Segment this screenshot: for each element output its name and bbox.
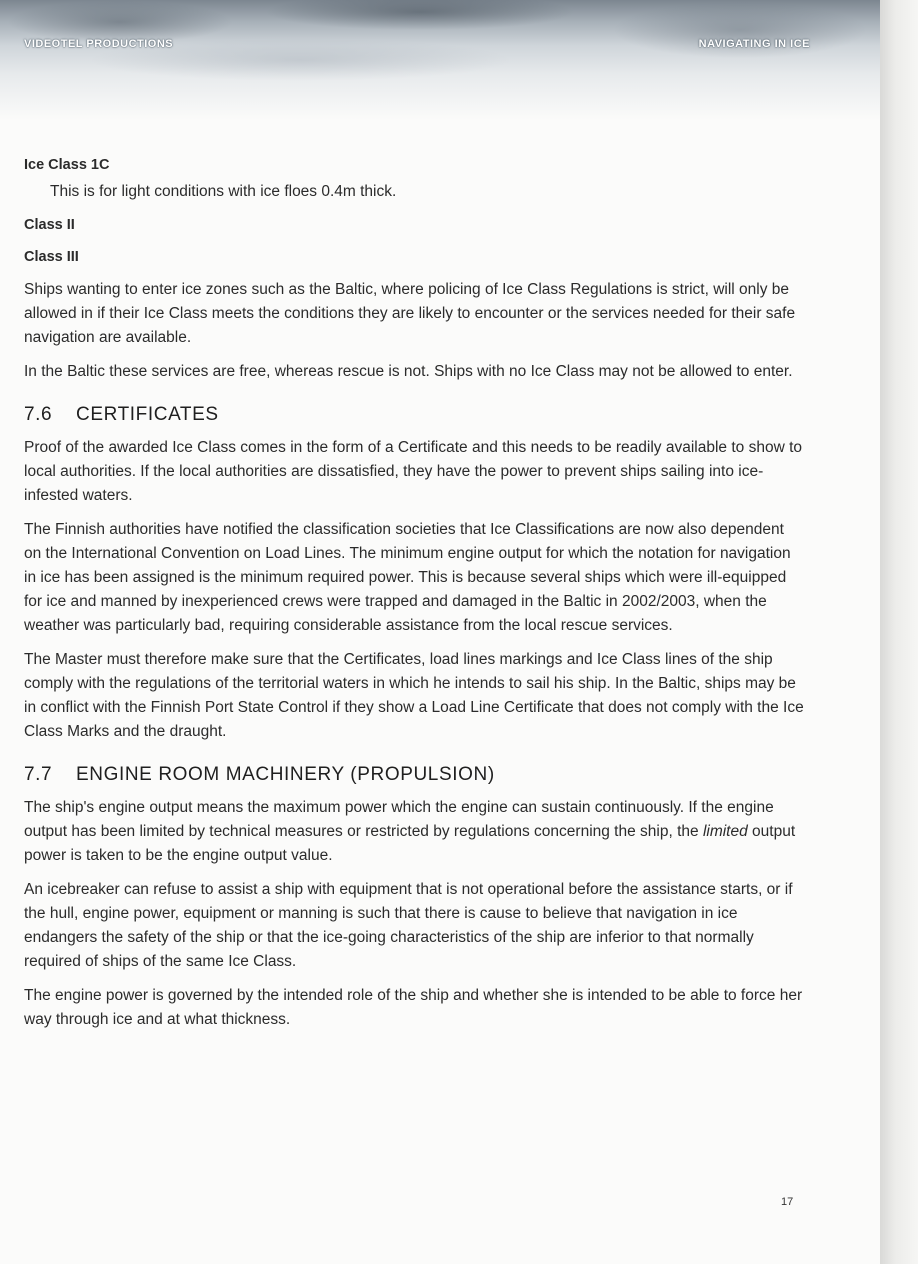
section-number: 7.7 <box>24 764 53 785</box>
section-title: CERTIFICATES <box>76 404 219 425</box>
paragraph: Proof of the awarded Ice Class comes in the form of a Certificate and this needs to be readily available to show to local authorities. If the local authorities are dissatisfied, they have the power to prevent ships sailing into ice-infested waters. <box>24 439 802 504</box>
class-ii-label: Class II <box>24 217 75 233</box>
section-title: ENGINE ROOM MACHINERY (PROPULSION) <box>76 764 495 785</box>
section-heading-7-7 <box>24 762 804 788</box>
paragraph-text: The ship's engine output means the maximum power which the engine can sustain continuously. If the engine output has been limited by technical measures or restricted by regulations concerning the ship, the <box>24 799 774 840</box>
section-heading-7-6 <box>24 402 804 428</box>
ice-class-1c-text: This is for light conditions with ice floes 0.4m thick. <box>50 183 397 200</box>
header-publisher: VIDEOTEL PRODUCTIONS <box>24 38 174 50</box>
paragraph-text: output power is taken to be the engine output value. <box>24 823 796 864</box>
page-edge-shadow <box>880 0 918 1264</box>
page-body <box>24 154 804 1042</box>
paragraph: The Master must therefore make sure that the Certificates, load lines markings and Ice Class lines of the ship comply with the regulations of the territorial waters in which he intends to sail his ship. In the Baltic, ships may be in conflict with the Finnish Port State Control if they show a Load Line Certificate that does not comply with the Ice Class Marks and the draught. <box>24 651 804 740</box>
ice-class-1c-label: Ice Class 1C <box>24 157 110 173</box>
paragraph: An icebreaker can refuse to assist a ship with equipment that is not operational before the assistance starts, or if the hull, engine power, equipment or manning is such that there is cause to believe that navigation in ice endangers the safety of the ship or that the ice-going characteristics of the ship are inferior to that normally required of ships of the same Ice Class. <box>24 881 793 970</box>
paragraph: In the Baltic these services are free, whereas rescue is not. Ships with no Ice Class may not be allowed to enter. <box>24 363 793 380</box>
page-number: 17 <box>781 1196 794 1208</box>
section-number: 7.6 <box>24 404 53 425</box>
class-iii-label: Class III <box>24 249 79 265</box>
paragraph: The engine power is governed by the intended role of the ship and whether she is intended to be able to force her way through ice and at what thickness. <box>24 987 803 1028</box>
header-banner-image <box>0 0 880 120</box>
header-title: NAVIGATING IN ICE <box>698 38 810 50</box>
paragraph: The Finnish authorities have notified the classification societies that Ice Classifications are now also dependent on the International Convention on Load Lines. The minimum engine output for which the notation for navigation in ice has been assigned is the minimum required power. This is because several ships which were ill-equipped for ice and manned by inexperienced crews were trapped and damaged in the Baltic in 2002/2003, when the weather was particularly bad, requiring considerable assistance from the local rescue services. <box>24 521 791 634</box>
paragraph <box>24 796 804 868</box>
italic-text: limited <box>702 823 748 840</box>
paragraph: Ships wanting to enter ice zones such as the Baltic, where policing of Ice Class Regulations is strict, will only be allowed in if their Ice Class meets the conditions they are likely to encounter or the services needed for their safe navigation are available. <box>24 281 796 346</box>
